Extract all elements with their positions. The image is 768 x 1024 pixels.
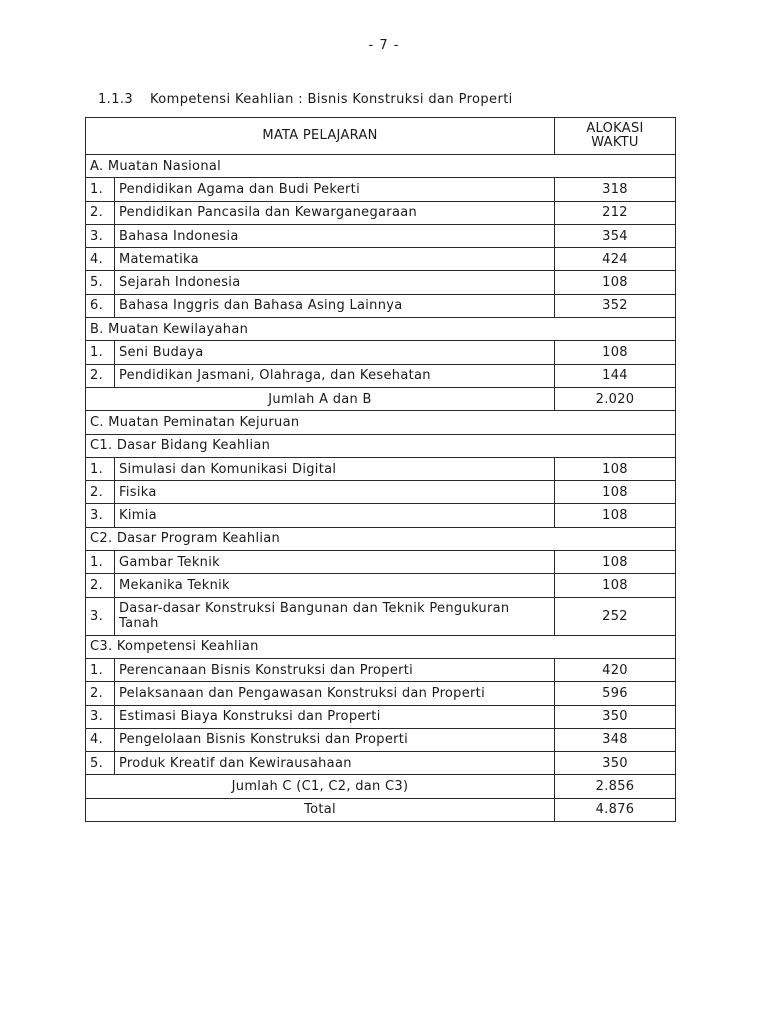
table-row [86,294,676,317]
section-label: C3. Kompetensi Keahlian [86,635,676,658]
section-label: B. Muatan Kewilayahan [86,318,676,341]
time-allocation: 108 [555,457,676,480]
row-number: 2. [86,481,115,504]
subject-name: Seni Budaya [115,341,555,364]
table-row [86,752,676,775]
row-number: 2. [86,201,115,224]
time-allocation: 354 [555,224,676,247]
row-number: 5. [86,271,115,294]
subject-name: Pendidikan Jasmani, Olahraga, dan Kesehatan [115,364,555,387]
row-number: 3. [86,504,115,527]
section-row [86,411,676,434]
table-row [86,341,676,364]
row-number: 4. [86,728,115,751]
subject-name: Pengelolaan Bisnis Konstruksi dan Properti [115,728,555,751]
subject-name: Bahasa Inggris dan Bahasa Asing Lainnya [115,294,555,317]
table-row [86,364,676,387]
table-row [86,178,676,201]
section-row [86,434,676,457]
subject-name: Gambar Teknik [115,551,555,574]
table-row [86,504,676,527]
table-body [86,155,676,822]
section-label: C1. Dasar Bidang Keahlian [86,434,676,457]
section-label: A. Muatan Nasional [86,155,676,178]
table-row [86,457,676,480]
time-allocation: 108 [555,574,676,597]
row-number: 3. [86,705,115,728]
table-header-row [86,118,676,155]
table-row [86,481,676,504]
total-label: Jumlah C (C1, C2, dan C3) [86,775,555,798]
time-allocation: 352 [555,294,676,317]
row-number: 4. [86,248,115,271]
subject-name: Kimia [115,504,555,527]
subject-name: Perencanaan Bisnis Konstruksi dan Properti [115,658,555,681]
time-allocation: 108 [555,341,676,364]
section-row [86,527,676,550]
subject-name: Pendidikan Pancasila dan Kewarganegaraan [115,201,555,224]
total-row [86,775,676,798]
row-number: 1. [86,551,115,574]
row-number: 1. [86,457,115,480]
time-allocation: 318 [555,178,676,201]
table-row [86,248,676,271]
total-value: 4.876 [555,798,676,821]
section-row [86,635,676,658]
page-number: - 7 - [368,38,400,53]
time-allocation: 144 [555,364,676,387]
total-label: Jumlah A dan B [86,387,555,410]
row-number: 1. [86,658,115,681]
subject-name: Sejarah Indonesia [115,271,555,294]
row-number: 1. [86,178,115,201]
time-allocation: 348 [555,728,676,751]
table-row [86,551,676,574]
row-number: 6. [86,294,115,317]
row-number: 2. [86,574,115,597]
section-label: C. Muatan Peminatan Kejuruan [86,411,676,434]
subject-name: Estimasi Biaya Konstruksi dan Properti [115,705,555,728]
curriculum-table [85,117,676,822]
total-row [86,798,676,821]
section-heading [98,92,513,107]
time-allocation: 108 [555,551,676,574]
header-time-line2: WAKTU [591,135,639,150]
time-allocation: 420 [555,658,676,681]
time-allocation: 596 [555,682,676,705]
row-number: 2. [86,364,115,387]
heading-text: Kompetensi Keahlian : Bisnis Konstruksi dan Properti [150,92,513,107]
heading-number: 1.1.3 [98,92,134,107]
subject-name: Mekanika Teknik [115,574,555,597]
time-allocation: 252 [555,597,676,635]
table-row [86,201,676,224]
section-label: C2. Dasar Program Keahlian [86,527,676,550]
subject-name: Pendidikan Agama dan Budi Pekerti [115,178,555,201]
time-allocation: 350 [555,752,676,775]
table-row [86,597,676,635]
time-allocation: 424 [555,248,676,271]
header-time [555,118,676,155]
subject-name: Simulasi dan Komunikasi Digital [115,457,555,480]
table-row [86,658,676,681]
subject-name: Fisika [115,481,555,504]
header-time-line1: ALOKASI [586,121,644,136]
row-number: 3. [86,597,115,635]
section-row [86,318,676,341]
time-allocation: 108 [555,481,676,504]
time-allocation: 350 [555,705,676,728]
table-row [86,728,676,751]
total-row [86,387,676,410]
row-number: 3. [86,224,115,247]
table-row [86,682,676,705]
section-row [86,155,676,178]
table-row [86,574,676,597]
time-allocation: 108 [555,271,676,294]
header-subject: MATA PELAJARAN [86,118,555,155]
row-number: 5. [86,752,115,775]
table-row [86,224,676,247]
table-row [86,271,676,294]
subject-name: Produk Kreatif dan Kewirausahaan [115,752,555,775]
subject-name: Pelaksanaan dan Pengawasan Konstruksi dan Properti [115,682,555,705]
time-allocation: 212 [555,201,676,224]
total-value: 2.020 [555,387,676,410]
subject-name: Matematika [115,248,555,271]
row-number: 1. [86,341,115,364]
row-number: 2. [86,682,115,705]
subject-name: Bahasa Indonesia [115,224,555,247]
total-value: 2.856 [555,775,676,798]
table-row [86,705,676,728]
time-allocation: 108 [555,504,676,527]
subject-name: Dasar-dasar Konstruksi Bangunan dan Teknik Pengukuran Tanah [115,597,555,635]
total-label: Total [86,798,555,821]
